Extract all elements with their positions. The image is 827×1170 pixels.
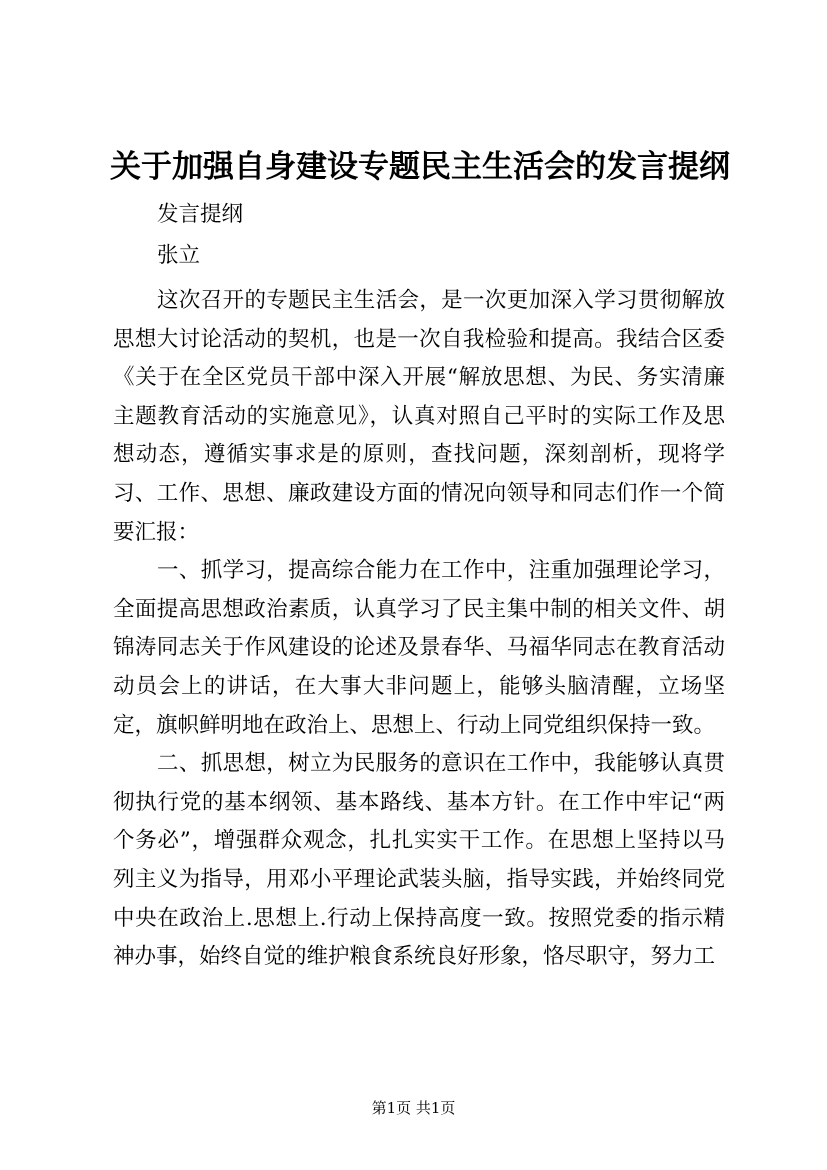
document-title: 关于加强自身建设专题民主生活会的发言提纲 <box>110 149 730 185</box>
paragraph-intro: 这次召开的专题民主生活会，是一次更加深入学习贯彻解放思想大讨论活动的契机，也是一次自我检验和提高。我结合区委《关于在全区党员干部中深入开展“解放思想、为民、务实清廉主题教育活动的实施意见》，认真对照自己平时的实际工作及思想动态，遵循实事求是的原则，查找问题，深刻剖析，现将学习、工作、思想、廉政建设方面的情况向领导和同志们作一个简要汇报： <box>113 288 725 545</box>
document-subtitle: 发言提纲 <box>157 202 244 227</box>
page-footer: 第1页 共1页 <box>371 1099 456 1117</box>
document-body <box>113 282 725 977</box>
paragraph-study: 一、抓学习，提高综合能力在工作中，注重加强理论学习，全面提高思想政治素质，认真学习了民主集中制的相关文件、胡锦涛同志关于作风建设的论述及景春华、马福华同志在教育活动动员会上的讲话，在大事大非问题上，能够头脑清醒，立场坚定，旗帜鲜明地在政治上、思想上、行动上同党组织保持一致。 <box>113 558 725 738</box>
document-author: 张立 <box>157 243 201 268</box>
paragraph-thought: 二、抓思想，树立为民服务的意识在工作中，我能够认真贯彻执行党的基本纲领、基本路线、基本方针。在工作中牢记“两个务必”，增强群众观念，扎扎实实干工作。在思想上坚持以马列主义为指导，用邓小平理论武装头脑，指导实践，并始终同党中央在政治上.思想上.行动上保持高度一致。按照党委的指示精神办事，始终自觉的维护粮食系统良好形象，恪尽职守，努力工 <box>113 751 725 970</box>
